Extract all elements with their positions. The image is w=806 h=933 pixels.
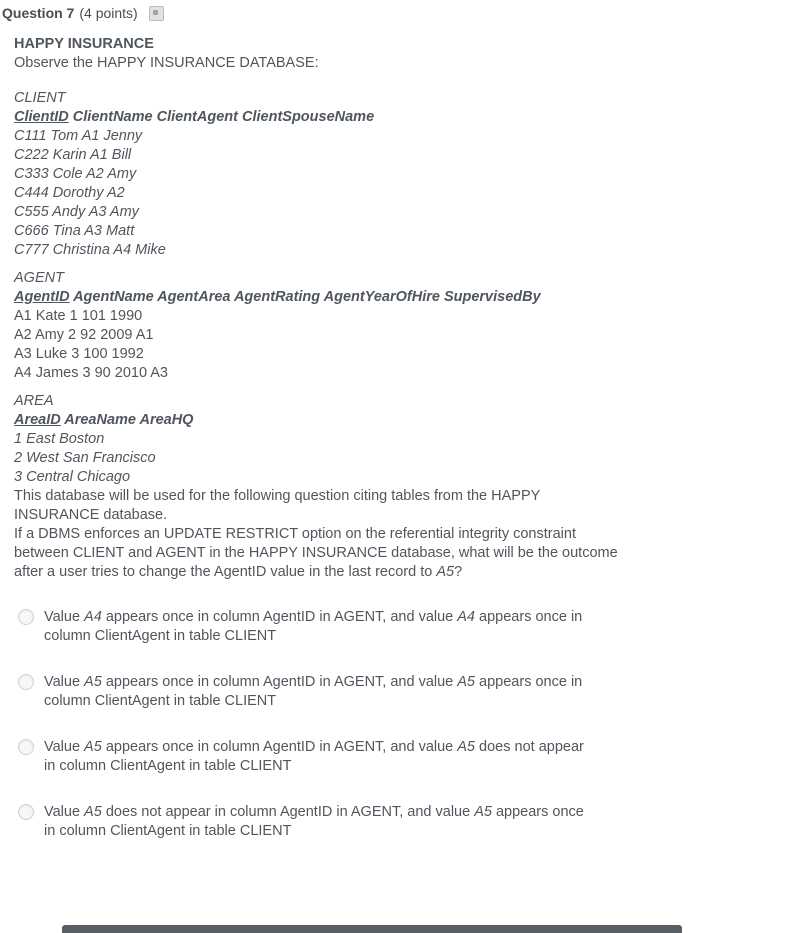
answer-option-1[interactable] (14, 608, 628, 646)
table-row: A1 Kate 1 101 1990 (14, 308, 143, 324)
answer-option-3[interactable] (14, 738, 628, 776)
next-section-divider-bar (62, 925, 682, 933)
table-key-column: ClientID (14, 109, 69, 125)
table-row: C555 Andy A3 Amy (14, 204, 139, 220)
area-table (14, 392, 628, 487)
table-name: CLIENT (14, 90, 66, 106)
table-row: C222 Karin A1 Bill (14, 147, 132, 163)
radio-button[interactable] (18, 609, 34, 625)
table-row: C333 Cole A2 Amy (14, 166, 137, 182)
client-table (14, 89, 628, 260)
answer-options (14, 608, 628, 841)
radio-button[interactable] (18, 674, 34, 690)
table-row: C666 Tina A3 Matt (14, 223, 135, 239)
option-text-emphasis: A5 (84, 739, 102, 755)
table-row: 3 Central Chicago (14, 469, 131, 485)
usage-paragraph: This database will be used for the following question citing tables from the HAPPY INSURANCE database. (14, 488, 541, 523)
radio-button[interactable] (18, 739, 34, 755)
table-row: 1 East Boston (14, 431, 105, 447)
option-text-part: appears once in column ClientAgent in table CLIENT (44, 609, 583, 644)
table-row: C444 Dorothy A2 (14, 185, 125, 201)
table-header-rest: AgentName AgentArea AgentRating AgentYearOfHire SupervisedBy (69, 289, 541, 305)
agent-table (14, 269, 628, 383)
option-text-emphasis: A5 (474, 804, 492, 820)
option-text-emphasis: A5 (84, 674, 102, 690)
option-text-part: Value (44, 739, 85, 755)
answer-option-2[interactable] (14, 673, 628, 711)
question-paragraph (14, 525, 628, 582)
question-title: Question 7 (2, 5, 75, 21)
table-name: AGENT (14, 270, 64, 286)
option-text-part: appears once in column AgentID in AGENT, and value (101, 739, 458, 755)
option-text-part: appears once in column AgentID in AGENT, and value (101, 609, 458, 625)
table-row: A3 Luke 3 100 1992 (14, 346, 144, 362)
option-text-part: does not appear in column AgentID in AGENT, and value (101, 804, 475, 820)
option-text-emphasis: A4 (457, 609, 476, 625)
option-text (44, 608, 584, 646)
table-header (14, 411, 628, 430)
question-header (2, 4, 806, 23)
answer-option-4[interactable] (14, 803, 628, 841)
database-heading: HAPPY INSURANCE (14, 36, 154, 52)
table-header-rest: AreaName AreaHQ (60, 412, 194, 428)
option-text-part: Value (44, 674, 85, 690)
question-text-suffix: ? (454, 564, 463, 580)
option-text-emphasis: A4 (84, 609, 102, 625)
question-status-icon (149, 6, 164, 21)
option-text-part: appears once in column ClientAgent in table CLIENT (44, 674, 583, 709)
table-key-column: AgentID (14, 289, 70, 305)
option-text (44, 673, 584, 711)
option-text-emphasis: A5 (457, 739, 476, 755)
table-name: AREA (14, 393, 54, 409)
option-text-emphasis: A5 (457, 674, 476, 690)
table-row: A2 Amy 2 92 2009 A1 (14, 327, 154, 343)
option-text-part: Value (44, 609, 85, 625)
table-header-rest: ClientName ClientAgent ClientSpouseName (68, 109, 375, 125)
question-text-emphasis: A5 (436, 564, 455, 580)
question-text: If a DBMS enforces an UPDATE RESTRICT option on the referential integrity constraint between CLIENT and AGENT in the HAPPY INSURANCE database, what will be the outcome after a user tries to change the AgentID value in the last record to (14, 526, 618, 580)
option-text-part: appears once in column AgentID in AGENT, and value (101, 674, 458, 690)
question-points: (4 points) (79, 5, 138, 21)
table-header (14, 288, 628, 307)
option-text (44, 803, 584, 841)
option-text (44, 738, 584, 776)
database-subheading: Observe the HAPPY INSURANCE DATABASE: (14, 55, 319, 71)
table-row: 2 West San Francisco (14, 450, 156, 466)
option-text-part: Value (44, 804, 85, 820)
option-text-emphasis: A5 (84, 804, 102, 820)
question-body (14, 35, 628, 841)
table-row: A4 James 3 90 2010 A3 (14, 365, 168, 381)
option-text-part: does not appear in column ClientAgent in table CLIENT (44, 739, 584, 774)
table-row: C777 Christina A4 Mike (14, 242, 166, 258)
table-header (14, 108, 628, 127)
radio-button[interactable] (18, 804, 34, 820)
option-text-part: appears once in column ClientAgent in table CLIENT (44, 804, 584, 839)
table-row: C111 Tom A1 Jenny (14, 128, 143, 144)
table-key-column: AreaID (14, 412, 61, 428)
